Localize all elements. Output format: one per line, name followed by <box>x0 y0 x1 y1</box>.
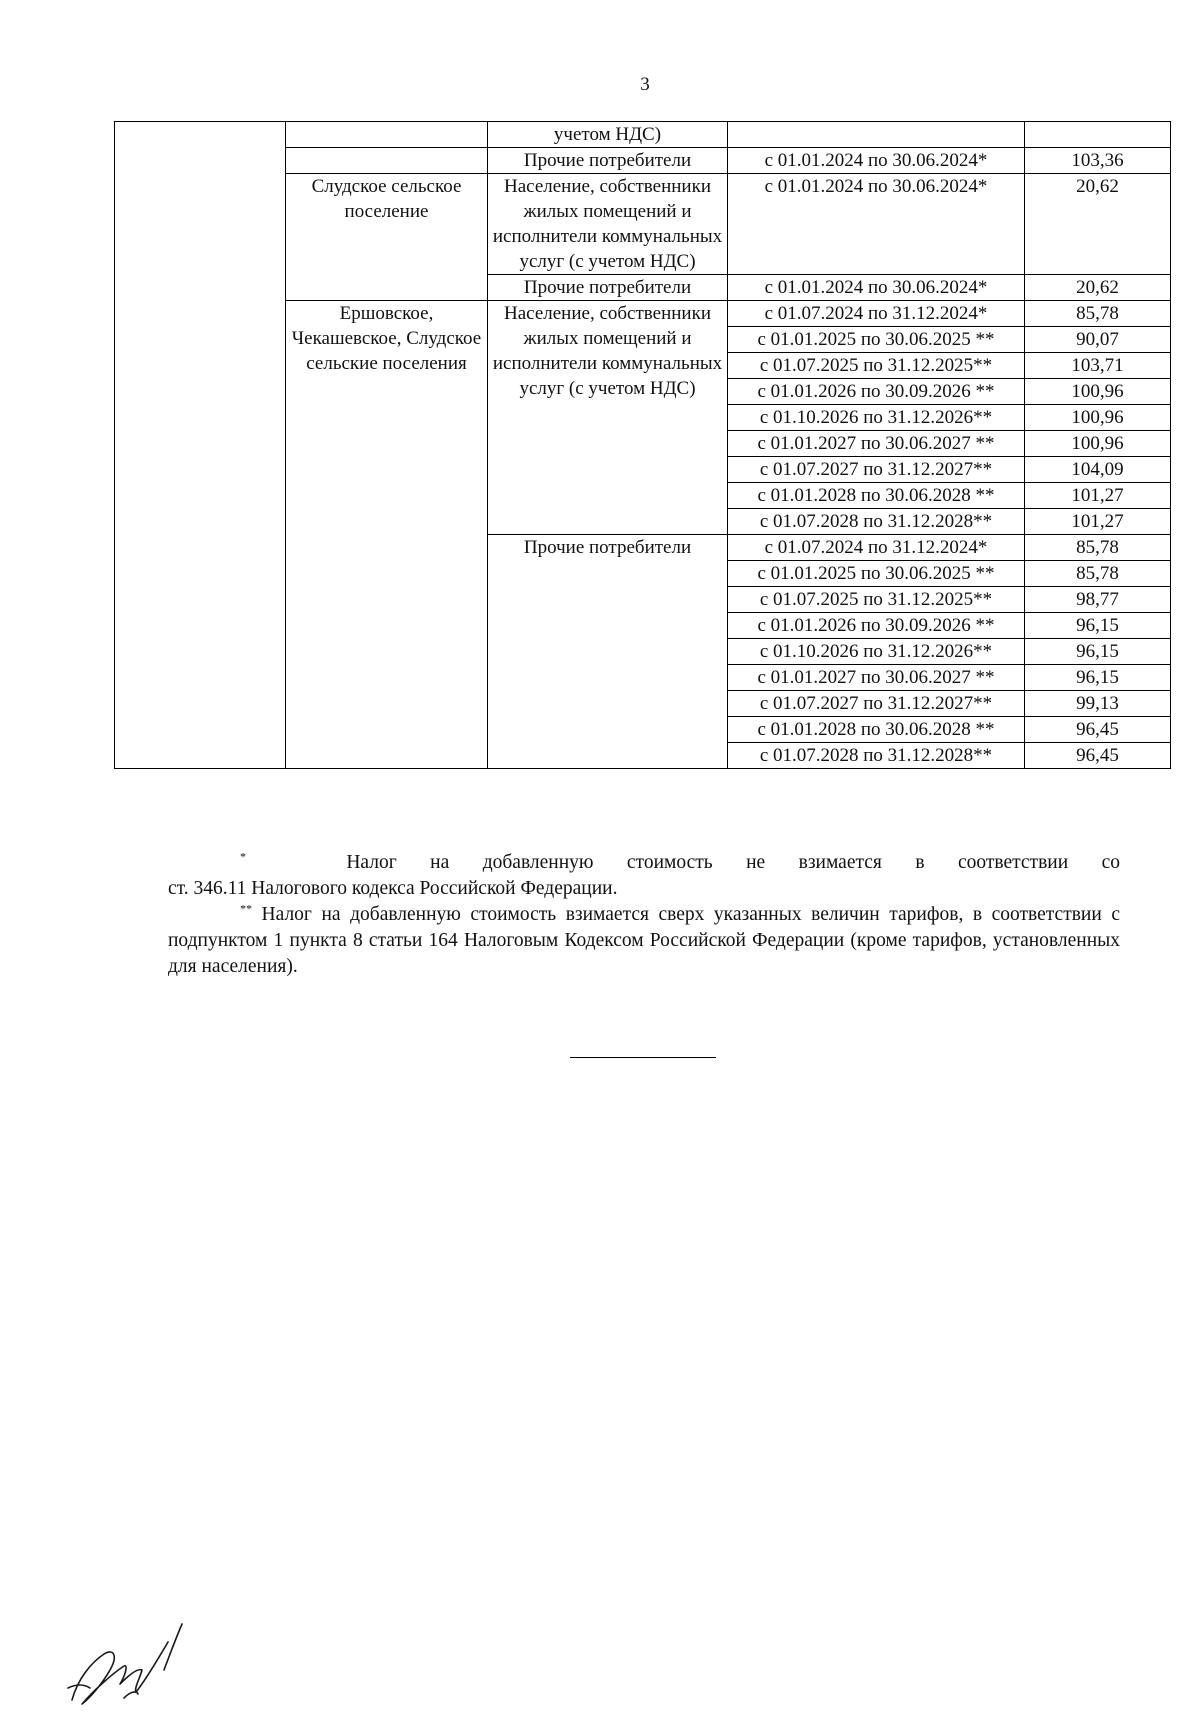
tariff-value-cell: 85,78 <box>1025 561 1171 587</box>
period-cell: с 01.07.2024 по 31.12.2024* <box>728 535 1025 561</box>
period-cell: с 01.01.2026 по 30.09.2026 ** <box>728 613 1025 639</box>
tariff-value-cell: 96,15 <box>1025 665 1171 691</box>
period-cell: с 01.10.2026 по 31.12.2026** <box>728 639 1025 665</box>
tariff-value-cell: 103,71 <box>1025 353 1171 379</box>
tariff-value-cell: 104,09 <box>1025 457 1171 483</box>
footnote-1 <box>168 850 1120 876</box>
tariff-value-cell: 85,78 <box>1025 301 1171 327</box>
consumer-cell: Население, собственники жилых помещений и исполнители коммунальных услуг (с учетом НДС) <box>488 174 728 275</box>
settlement-cell: Ершовское, Чекашевское, Слудское сельские поселения <box>286 301 488 769</box>
period-cell: с 01.01.2024 по 30.06.2024* <box>728 174 1025 275</box>
tariff-value-cell: 100,96 <box>1025 431 1171 457</box>
period-cell: с 01.07.2027 по 31.12.2027** <box>728 691 1025 717</box>
consumer-cell: Прочие потребители <box>488 535 728 769</box>
tariff-value-cell: 98,77 <box>1025 587 1171 613</box>
period-cell: с 01.07.2024 по 31.12.2024* <box>728 301 1025 327</box>
tariff-value-cell: 103,36 <box>1025 148 1171 174</box>
settlement-cell <box>286 148 488 174</box>
tariff-value-cell: 99,13 <box>1025 691 1171 717</box>
period-cell: с 01.01.2025 по 30.06.2025 ** <box>728 561 1025 587</box>
tariff-value-cell: 96,45 <box>1025 743 1171 769</box>
tariff-value-cell: 96,15 <box>1025 639 1171 665</box>
footnote-2-mark: ** <box>240 901 252 916</box>
period-cell: с 01.07.2025 по 31.12.2025** <box>728 353 1025 379</box>
period-cell: с 01.07.2025 по 31.12.2025** <box>728 587 1025 613</box>
handwritten-signature-icon <box>64 1618 194 1713</box>
footnote-2 <box>168 902 1120 980</box>
tariff-value-cell: 100,96 <box>1025 405 1171 431</box>
tariff-value-cell: 96,15 <box>1025 613 1171 639</box>
blank-first-column <box>115 122 286 769</box>
settlement-cell <box>286 122 488 148</box>
consumer-cell: Население, собственники жилых помещений и исполнители коммунальных услуг (с учетом НДС) <box>488 301 728 535</box>
consumer-cell: учетом НДС) <box>488 122 728 148</box>
period-cell: с 01.01.2027 по 30.06.2027 ** <box>728 665 1025 691</box>
period-cell: с 01.01.2028 по 30.06.2028 ** <box>728 717 1025 743</box>
period-cell: с 01.01.2027 по 30.06.2027 ** <box>728 431 1025 457</box>
period-cell: с 01.01.2026 по 30.09.2026 ** <box>728 379 1025 405</box>
table-row <box>115 122 1171 148</box>
period-cell: с 01.07.2028 по 31.12.2028** <box>728 509 1025 535</box>
tariff-value-cell: 101,27 <box>1025 483 1171 509</box>
page-number: 3 <box>640 74 650 95</box>
period-cell: с 01.01.2024 по 30.06.2024* <box>728 148 1025 174</box>
tariff-value-cell: 85,78 <box>1025 535 1171 561</box>
period-cell: с 01.01.2028 по 30.06.2028 ** <box>728 483 1025 509</box>
footnotes <box>168 850 1120 980</box>
consumer-cell: Прочие потребители <box>488 275 728 301</box>
settlement-cell: Слудское сельское поселение <box>286 174 488 301</box>
period-cell: с 01.10.2026 по 31.12.2026** <box>728 405 1025 431</box>
period-cell: с 01.07.2027 по 31.12.2027** <box>728 457 1025 483</box>
period-cell <box>728 122 1025 148</box>
separator-line <box>570 1057 716 1058</box>
tariff-value-cell: 101,27 <box>1025 509 1171 535</box>
tariff-value-cell: 20,62 <box>1025 174 1171 275</box>
tariff-table <box>114 121 1171 769</box>
consumer-cell: Прочие потребители <box>488 148 728 174</box>
period-cell: с 01.01.2025 по 30.06.2025 ** <box>728 327 1025 353</box>
tariff-value-cell: 96,45 <box>1025 717 1171 743</box>
period-cell: с 01.01.2024 по 30.06.2024* <box>728 275 1025 301</box>
tariff-value-cell: 100,96 <box>1025 379 1171 405</box>
footnote-1-text: Налог на добавленную стоимость не взимается в соответствии со <box>346 852 1120 873</box>
tariff-value-cell <box>1025 122 1171 148</box>
period-cell: с 01.07.2028 по 31.12.2028** <box>728 743 1025 769</box>
footnote-1-mark: * <box>240 849 246 864</box>
tariff-value-cell: 90,07 <box>1025 327 1171 353</box>
footnote-1-continuation: ст. 346.11 Налогового кодекса Российской Федерации. <box>168 878 618 899</box>
tariff-value-cell: 20,62 <box>1025 275 1171 301</box>
footnote-2-text: Налог на добавленную стоимость взимается сверх указанных величин тарифов, в соответствии с подпунктом 1 пункта 8 статьи 164 Налоговым Кодексом Российской Федерации (кроме тарифов, установленных для населения). <box>168 904 1120 977</box>
